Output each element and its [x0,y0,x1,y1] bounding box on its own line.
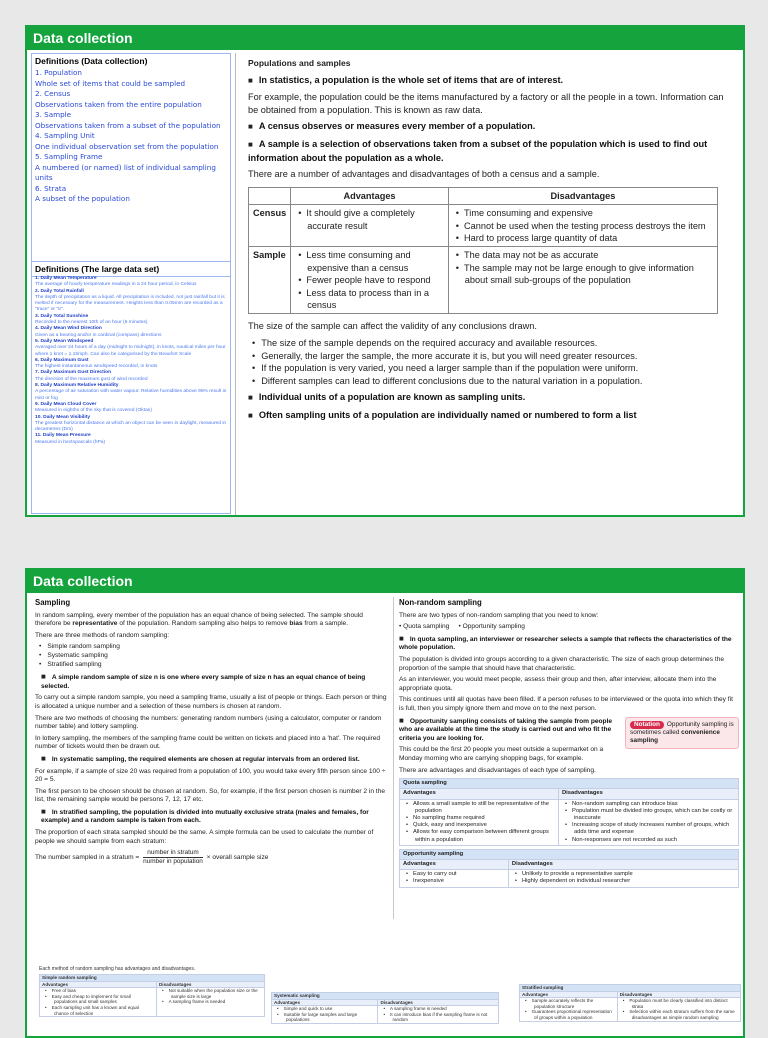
large-term: 2. Daily Total Rainfall [35,288,84,294]
text-run: from a sample. [302,620,349,628]
list-item: • Generally, the larger the sample, the more accurate it is, but you will need greater resources. [252,350,731,363]
paragraph: For example, if a sample of size 20 was required from a population of 100, you would take every fifth person since 100 ÷ 20 = 5. [35,767,386,784]
quota-sampling-table [399,778,739,846]
large-desc: Measured in eighths of the sky that is covered (Oktas) [35,408,152,414]
list-item: • Highly dependent on individual researcher [524,878,735,885]
key-point: ■ Individual units of a population are known as sampling units. [248,391,731,405]
definition-term: 3. Sample [35,110,72,119]
table-header: Advantages [40,981,157,988]
section-heading: Sampling [35,598,71,607]
list-item: • Systematic sampling [39,652,387,661]
definition-desc: Observations taken from a subset of the population [35,120,221,130]
large-desc: Averaged over 24 hours of a day (midnight to midnight), in knots, nautical miles per hour where 1 knot = 1.15mph. Can also be categorised by the Beaufort Scale [35,345,226,357]
table-cell [291,247,449,314]
non-random-sampling-column [399,597,739,1037]
types-line: • Quota sampling • Opportunity sampling [399,623,525,631]
table-header: Advantages [520,991,618,998]
list-item: • Not suitable when the population size or the sample size is large [171,988,262,999]
list-item: • Stratified sampling [39,661,387,670]
list-item: • Free of bias [54,988,154,994]
notation-tag: Notation [630,721,664,729]
list-item: • Cannot be used when the testing process destroys the item [465,220,713,232]
stratum-formula [35,849,387,865]
key-point: ■ In stratified sampling, the population is divided into mutually exclusive strata (males and females, for example) and a random sample is taken from each. [35,808,387,826]
sample-size-list [248,337,731,387]
table-cell [520,998,618,1021]
page-two-banner: Data collection [27,570,743,593]
table-header: Disadvantages [448,187,717,204]
list-item: • Allows a small sample to still be representative of the population [415,801,555,815]
large-desc: The average of hourly temperature readings in a 24 hour period, in Celsius [35,282,197,288]
list-item: • It should give a completely accurate result [307,207,444,232]
section-heading: Non-random sampling [399,598,482,607]
definitions-data-collection [31,53,231,277]
definitions-heading: Definitions (Data collection) [35,56,148,66]
table-cell [400,870,509,887]
table-cell [40,988,157,1017]
key-point: ■ A census observes or measures every member of a population. [248,120,731,134]
list-item: • Different samples can lead to different conclusions due to the natural variation in a population. [252,375,731,388]
notation-text: Opportunity sampling is sometimes called [630,720,734,736]
list-item: • Non-random sampling can introduce bias [574,801,735,808]
paragraph: There are two methods of choosing the numbers: generating random numbers (using a calculator, computer or random number table) and lottery sampling. [35,714,382,731]
large-term: 1. Daily Mean Temperature [35,276,97,281]
notation-key: convenience sampling [630,728,720,744]
stratified-table-wrap [519,984,741,1022]
table-cell [617,998,740,1021]
methods-list [35,643,387,669]
definition-term: 1. Population [35,68,82,77]
paragraph: There are three methods of random sampling: [35,631,170,639]
definition-desc: A subset of the population [35,194,130,203]
list-item: • The sample may not be large enough to give information about small sub-groups of the population [465,262,713,287]
table-header: Disadvantages [558,789,738,799]
opportunity-sampling-table [399,849,739,888]
definition-desc: A numbered (or named) list of individual sampling units [35,162,216,182]
list-item: • If the population is very varied, you need a larger sample than if the population were uniform. [252,362,731,375]
list-item: • It can introduce bias if the sampling frame is not random [392,1012,496,1023]
table-cell [156,988,264,1017]
table-header: Disadvantages [617,991,740,998]
paragraph: To carry out a simple random sample, you need a sampling frame, usually a list of people or things. Each person or thing is allocated a unique number and a selection of these numbers is chosen at random. [35,694,387,710]
type-quota: Quota sampling [403,623,450,631]
paragraph: As an interviewer, you would meet people, assess their group and then, after interview, allocate them into the appropriate quota. [399,676,717,692]
table-cell [272,1006,378,1024]
table-title: Quota sampling [400,779,739,789]
stratified-table [519,984,741,1022]
table-title: Opportunity sampling [400,849,739,859]
large-term: 9. Daily Mean Cloud Cover [35,401,97,407]
term-bias: bias [289,620,303,628]
paragraph: There are two types of non-random sampling that you need to know: [399,611,599,619]
list-item: • The size of the sample depends on the required accuracy and available resources. [252,337,731,350]
formula-lhs: The number sampled in a stratum = [35,854,140,862]
key-point: ■ In statistics, a population is the whole set of items that are of interest. [248,74,731,88]
large-term: 3. Daily Total Sunshine [35,313,89,319]
random-methods-caption: Each method of random sampling has advantages and disadvantages. [39,966,196,972]
list-item: • Fewer people have to respond [307,274,444,286]
table-cell [291,205,449,247]
list-item: • The data may not be as accurate [465,249,713,261]
list-item: • Simple random sampling [39,643,387,652]
table-cell [448,205,717,247]
large-desc: The greatest horizontal distance at which an object can be seen in daylight, measured in decametres (Dm) [35,420,227,433]
list-item: • Unlikely to provide a representative sample [524,871,735,878]
text-run: of the population. Random sampling also helps to remove [117,620,290,628]
list-item: • A sampling frame is needed [171,999,262,1005]
simple-random-table [39,974,265,1017]
list-item: • Easy and cheap to implement for small populations and small samples [54,994,154,1005]
table-header: Advantages [400,789,559,799]
formula-rhs: × overall sample size [206,854,269,862]
key-point: ■ Opportunity sampling consists of taking the sample from people who are available at the time the study is carried out and who fit the criteria you are looking for. [399,717,739,744]
key-point: ■ A simple random sample of size n is one where every sample of size n has an equal chance of being selected. [35,673,387,691]
list-item: • Inexpensive [415,878,505,885]
definition-term: 4. Sampling Unit [35,131,95,140]
list-item: • Allows for easy comparison between different groups within a population [415,829,555,843]
formula-denominator: number in population [143,857,203,865]
list-item: • Population must be divided into groups, which can be costly or inaccurate [574,808,735,822]
table-row [40,988,265,1017]
list-item: • Each sampling unit has a known and equal chance of selection [54,1005,154,1016]
large-term: 6. Daily Maximum Gust [35,357,89,363]
formula-fraction [143,849,203,865]
table-row [249,205,718,247]
text-run: In random sampling, every member of the population has an equal chance of being selected. The sample should therefore be [35,611,363,628]
large-desc: The depth of precipitation as a liquid. All precipitation is included, not just rainfall but it is melted if necessary for the measurement. Heights less than 0.05mm are recorded as a "trace" or "tr". [35,294,225,313]
large-term: 7. Daily Maximum Gust Direction [35,370,112,376]
table-row [249,247,718,314]
definition-term: 5. Sampling Frame [35,152,103,161]
list-item: • Quick, easy and inexpensive [415,822,555,829]
list-item: • Population must be clearly classified into distinct strata [632,998,738,1009]
table-header: Disadvantages [378,999,499,1006]
simple-random-table-wrap [39,974,265,1017]
key-point: ■ In systematic sampling, the required elements are chosen at regular intervals from an ordered list. [35,755,387,765]
large-desc: Measured in hectopascals (hPa) [35,439,106,445]
list-item: • Selection within each stratum suffers from the same disadvantages as simple random sampling [632,1009,738,1020]
page-one [25,25,745,517]
large-desc: Given as a bearing and/or in cardinal (compass) directions [35,332,162,338]
page-two [25,568,745,1038]
paragraph: The first person to be chosen should be chosen at random. So, for example, if the first person chosen is number 2 in the list, the remaining sample would be persons 7, 12, 17 etc. [35,787,386,804]
definition-desc: Whole set of items that could be sampled [35,78,186,88]
list-item: • Time consuming and expensive [465,207,713,219]
large-desc: Recorded to the nearest 10th of an hour (6 minutes) [35,320,148,326]
table-header: Advantages [272,999,378,1006]
paragraph: The population is divided into groups according to a given characteristic. The size of each group determines the proportion of the sample that should have that characteristic. [399,655,724,672]
definition-desc: One individual observation set from the population [35,141,219,151]
paragraph: The proportion of each strata sampled should be the same. A simple formula can be used to calculate the number of people we should sample from each stratum: [35,829,374,845]
populations-and-samples [235,53,743,517]
table-cell [378,1006,499,1024]
large-desc: The highest instantaneous windspeed recorded, in knots [35,364,158,370]
list-item: • Suitable for large samples and large populations [286,1012,375,1023]
large-desc: A percentage of air saturation with water vapour. Relative humidities above 95% result in mist or fog [35,389,227,401]
table-cell [448,247,717,314]
key-point: ■ Often sampling units of a population are individually named or numbered to form a list [248,409,731,423]
table-row [400,870,739,887]
large-term: 11. Daily Mean Pressure [35,433,91,439]
table-header: Disadvantages [156,981,264,988]
table-header: Advantages [400,859,509,869]
large-term: 4. Daily Mean Wind Direction [35,326,102,332]
page-one-banner: Data collection [27,27,743,50]
table-cell [508,870,738,887]
large-data-list [32,276,230,446]
table-row [400,799,739,845]
definition-term: 6. Strata [35,183,67,193]
table-row [272,1006,499,1024]
table-title: Stratified sampling [520,985,741,992]
table-cell [400,799,559,845]
list-item: • Guarantees proportional representation of groups within a population [534,1009,615,1020]
definition-term: 2. Census [35,89,71,98]
paragraph: This could be the first 20 people you meet outside a supermarket on a Monday morning who are carrying shopping bags, for example. [399,746,604,762]
section-heading: Populations and samples [248,58,351,68]
paragraph: This continues until all quotas have been filled. If a person refuses to be interviewed or the quota into which they fit is full, then you simply ignore them and move on to the next person. [399,696,733,712]
paragraph: There are advantages and disadvantages of each type of sampling. [399,766,596,774]
type-opportunity: Opportunity sampling [462,623,525,631]
list-item: • No sampling frame required [415,815,555,822]
notation-box [625,717,739,749]
row-label: Census [249,205,291,247]
definitions-list [32,68,230,205]
table-header: Disadvantages [508,859,738,869]
table-row [520,998,741,1021]
list-item: • Non-responses are not recorded as such [574,837,735,844]
table-title: Simple random sampling [40,975,265,982]
census-sample-table [248,187,718,315]
definition-desc: Observations taken from the entire population [35,99,202,109]
paragraph: In lottery sampling, the members of the sampling frame could be written on tickets and placed into a 'hat'. The required number of tickets would then be drawn out. [35,734,381,751]
paragraph [35,612,387,629]
formula-numerator: number in stratum [143,849,203,858]
definitions-large-data-set [31,261,231,514]
large-term: 10. Daily Mean Visibility [35,414,91,420]
list-item: • Hard to process large quantity of data [465,232,713,244]
systematic-table [271,992,499,1024]
column-divider [393,597,394,919]
list-item: • Increasing scope of study increases number of groups, which adds time and expense [574,822,735,836]
systematic-table-wrap [271,992,499,1024]
list-item: • Sample accurately reflects the population structure [534,998,615,1009]
large-desc: The direction of the maximum gust of wind recorded [35,376,148,382]
term-representative: representative [72,620,118,628]
key-point: ■ A sample is a selection of observations taken from a subset of the population which is used to find out information about the population as a whole. [248,138,731,164]
table-header: Advantages [291,187,449,204]
list-item: • Simple and quick to use [286,1006,375,1012]
paragraph: For example, the population could be the items manufactured by a factory or all the people in a town. Information can be obtained from a population. This is known as raw data. [248,92,724,115]
table-corner [249,187,291,204]
large-term: 8. Daily Maximum Relative Humidity [35,383,119,389]
paragraph: There are a number of advantages and disadvantages of both a census and a sample. [248,169,600,180]
large-data-heading: Definitions (The large data set) [35,264,160,274]
large-term: 5. Daily Mean Windspeed [35,338,94,344]
list-item: • Easy to carry out [415,871,505,878]
key-point: ■ In quota sampling, an interviewer or researcher selects a sample that reflects the characteristics of the whole population. [399,635,739,653]
list-item: • A sampling frame is needed [392,1006,496,1012]
list-item: • Less time consuming and expensive than a census [307,249,444,274]
paragraph: The size of the sample can affect the validity of any conclusions drawn. [248,321,537,332]
list-item: • Less data to process than in a census [307,287,444,312]
table-cell [558,799,738,845]
table-title: Systematic sampling [272,993,499,1000]
row-label: Sample [249,247,291,314]
